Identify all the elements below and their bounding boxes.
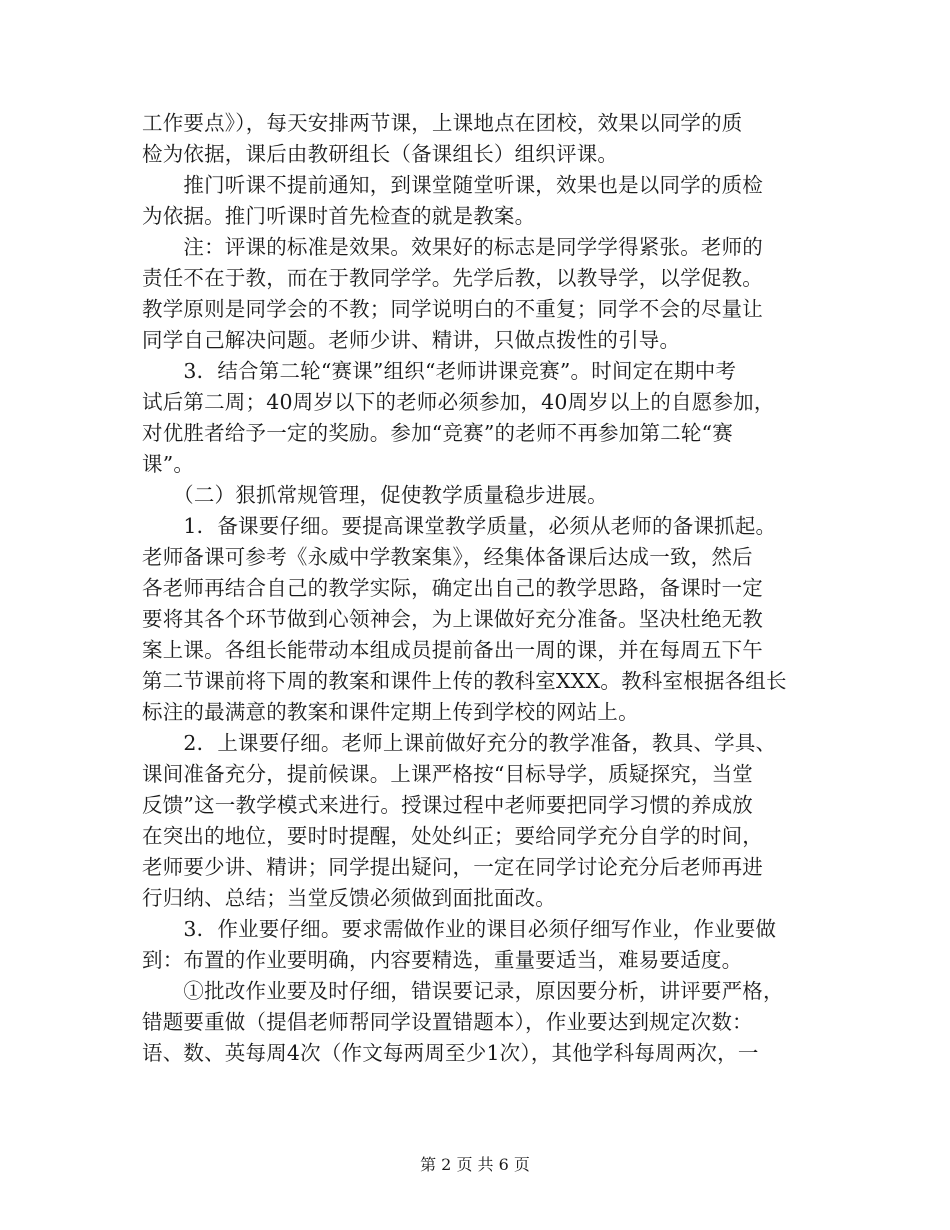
text-line: 3．作业要仔细。要求需做作业的课目必须仔细写作业，作业要做 <box>142 917 777 941</box>
text-line: 试后第二周；40周岁以下的老师必须参加，40周岁以上的自愿参加， <box>142 390 775 414</box>
text-line: 工作要点》），每天安排两节课，上课地点在团校，效果以同学的质 <box>142 111 743 135</box>
text-line: ①批改作业要及时仔细，错误要记录，原因要分析，讲评要严格， <box>142 979 784 1003</box>
text-line: 责任不在于教，而在于教同学学。先学后教，以教导学，以学促教。 <box>142 266 763 290</box>
text-line: 为依据。推门听课时首先检查的就是教案。 <box>142 204 536 228</box>
text-line: 老师备课可参考《永威中学教案集》，经集体备课后达成一致，然后 <box>142 545 753 569</box>
text-line: 行归纳、总结；当堂反馈必须做到面批面改。 <box>142 886 556 910</box>
text-line: 课”。 <box>142 452 195 476</box>
text-line: 错题要重做（提倡老师帮同学设置错题本），作业要达到规定次数： <box>142 1010 753 1034</box>
text-line: 教学原则是同学会的不教；同学说明白的不重复；同学不会的尽量让 <box>142 297 763 321</box>
section-heading: （二）狠抓常规管理，促使教学质量稳步进展。 <box>142 483 608 507</box>
text-line: 3．结合第二轮“赛课”组织“老师讲课竞赛”。时间定在期中考 <box>142 359 737 383</box>
document-body <box>142 108 810 1069</box>
text-line: 第二节课前将下周的教案和课件上传的教科室XXX。教科室根据各组长 <box>142 669 787 693</box>
text-line: 老师要少讲、精讲；同学提出疑问，一定在同学讨论充分后老师再进 <box>142 855 763 879</box>
text-line: 注：评课的标准是效果。效果好的标志是同学学得紧张。老师的 <box>142 235 763 259</box>
text-line: 案上课。各组长能带动本组成员提前备出一周的课，并在每周五下午 <box>142 638 763 662</box>
text-line: 2．上课要仔细。老师上课前做好充分的教学准备，教具、学具、 <box>142 731 777 755</box>
text-line: 同学自己解决问题。老师少讲、精讲，只做点拨性的引导。 <box>142 328 681 352</box>
text-line: 课间准备充分，提前候课。上课严格按“目标导学，质疑探究，当堂 <box>142 762 753 786</box>
text-line: 反馈”这一教学模式来进行。授课过程中老师要把同学习惯的养成放 <box>142 793 753 817</box>
text-line: 推门听课不提前通知，到课堂随堂听课，效果也是以同学的质检 <box>142 173 763 197</box>
text-line: 标注的最满意的教案和课件定期上传到学校的网站上。 <box>142 700 639 724</box>
text-line: 检为依据，课后由教研组长（备课组长）组织评课。 <box>142 142 619 166</box>
page-number-footer: 第 2 页 共 6 页 <box>420 1155 530 1174</box>
text-line: 1．备课要仔细。要提高课堂教学质量，必须从老师的备课抓起。 <box>142 514 777 538</box>
text-line: 各老师再结合自己的教学实际，确定出自己的教学思路，备课时一定 <box>142 576 763 600</box>
text-line: 语、数、英每周4次（作文每两周至少1次），其他学科每周两次，一 <box>142 1041 759 1065</box>
text-line: 对优胜者给予一定的奖励。参加“竞赛”的老师不再参加第二轮“赛 <box>142 421 733 445</box>
text-line: 在突出的地位，要时时提醒，处处纠正；要给同学充分自学的时间， <box>142 824 763 848</box>
text-line: 要将其各个环节做到心领神会，为上课做好充分准备。坚决杜绝无教 <box>142 607 763 631</box>
text-line: 到：布置的作业要明确，内容要精选，重量要适当，难易要适度。 <box>142 948 743 972</box>
